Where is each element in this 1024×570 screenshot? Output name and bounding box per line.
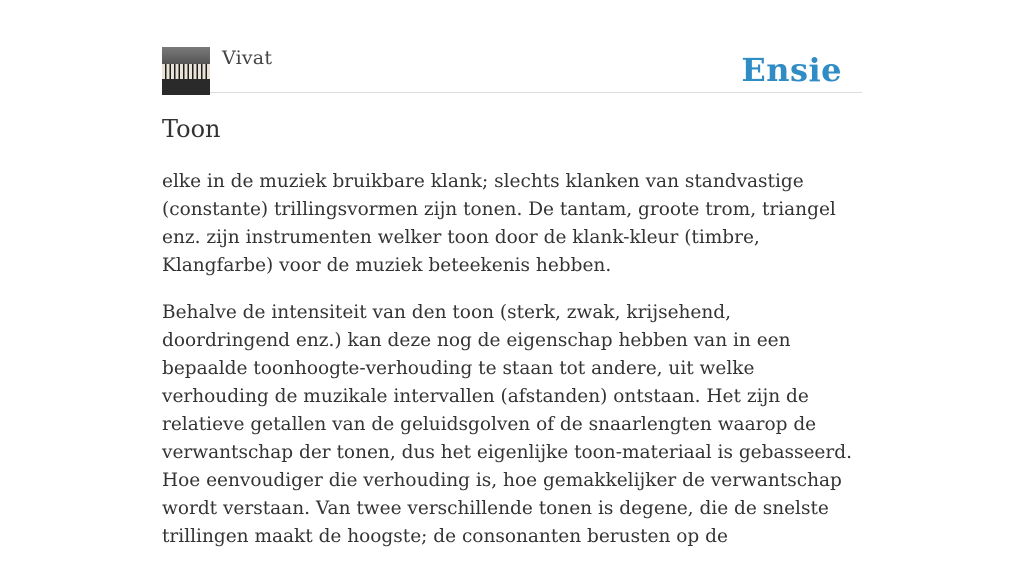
paragraph: Behalve de intensiteit van den toon (sterk, zwak, krijsehend, doordringend enz.) kan deze nog de eigenschap hebben van in een bepaalde toonhoogte-verhouding te staan tot andere, uit welke verhouding de muzikale intervallen (afstanden) ontstaan. Het zijn de relatieve getallen van de geluidsgolven of de snaarlengten waarop de verwantschap der tonen, dus het eigenlijke toon-materiaal is gebasseerd. Hoe eenvoudiger die verhouding is, hoe gemakkelijker de verwantschap wordt verstaan. Van twee verschillende tonen is degene, die de snelste trillingen maakt de hoogste; de consonanten berusten op de xyxy=(162,302,852,547)
author-name[interactable]: Vivat xyxy=(222,47,273,69)
brand-logo[interactable]: Ensie xyxy=(741,51,842,89)
author-avatar[interactable] xyxy=(162,47,210,95)
article-body xyxy=(162,168,862,570)
header xyxy=(162,0,862,93)
page-title: Toon xyxy=(162,115,221,143)
paragraph: elke in de muziek bruikbare klank; slechts klanken van standvastige (constante) trillingsvormen zijn tonen. De tantam, groote trom, triangel enz. zijn instrumenten welker toon door de klank-kleur (timbre, Klangfarbe) voor de muziek beteekenis hebben. xyxy=(162,171,836,276)
page xyxy=(162,0,862,547)
piano-keys-image xyxy=(162,64,210,79)
